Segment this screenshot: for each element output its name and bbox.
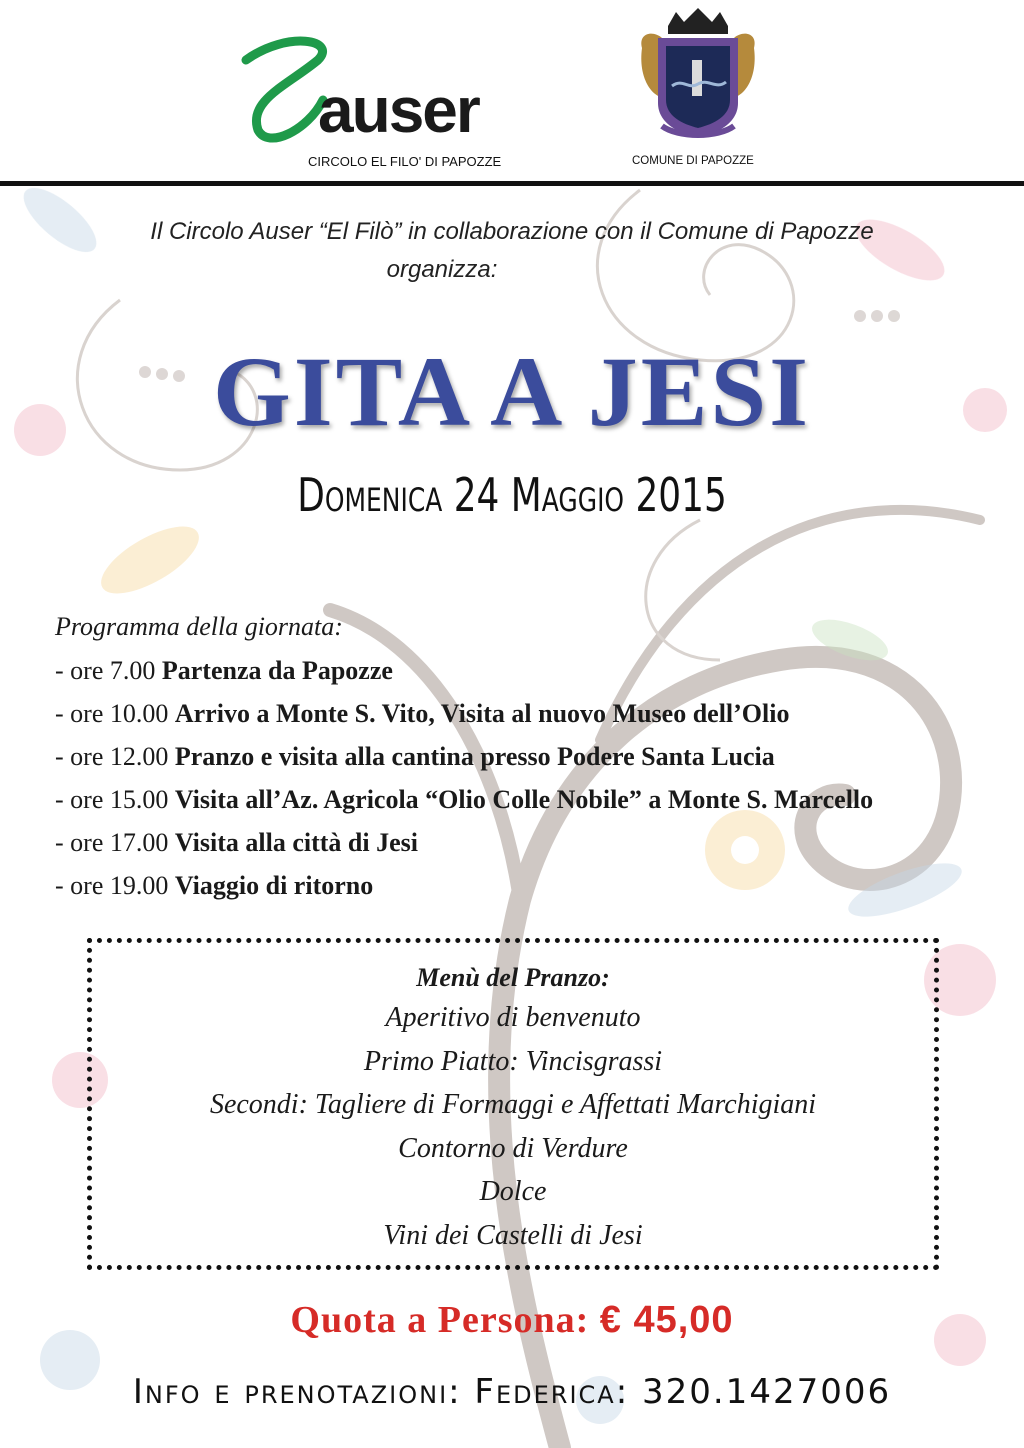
menu-item: Primo Piatto: Vincisgrassi (363, 1045, 663, 1077)
program-activity: Arrivo a Monte S. Vito, Visita al nuovo Museo dell’Olio (174, 699, 790, 728)
program-item (55, 864, 873, 907)
program-activity: Viaggio di ritorno (174, 871, 374, 900)
program-time: - ore 19.00 (55, 871, 169, 900)
program-activity: Partenza da Papozze (161, 656, 393, 685)
menu-item: Dolce (479, 1176, 547, 1207)
program-title: Programma della giornata: (55, 612, 343, 641)
menu-title: Menù del Pranzo: (416, 963, 610, 992)
program-time: - ore 10.00 (55, 699, 169, 728)
menu-item: Vini dei Castelli di Jesi (383, 1219, 643, 1251)
program-activity: Visita alla città di Jesi (174, 828, 418, 857)
auser-caption: CIRCOLO EL FILO' DI PAPOZZE (308, 154, 502, 169)
info-contact: Info e prenotazioni: Federica: 320.1427006 (132, 1372, 892, 1412)
program-item (55, 735, 873, 778)
program-section (55, 612, 873, 907)
program-time: - ore 17.00 (55, 828, 169, 857)
program-item (55, 821, 873, 864)
program-time: - ore 7.00 (55, 656, 156, 685)
event-date: Domenica 24 Maggio 2015 (297, 468, 727, 522)
intro-organizza: organizza: (386, 256, 498, 283)
intro-text: Il Circolo Auser “El Filò” in collaborazione con il Comune di Papozze (150, 218, 874, 245)
program-item (55, 649, 873, 692)
price-amount: € 45,00 (599, 1299, 734, 1341)
program-item (55, 692, 873, 735)
price-label: Quota a Persona: (290, 1299, 590, 1341)
auser-logo-text: auser (318, 74, 479, 146)
program-activity: Pranzo e visita alla cantina presso Podere Santa Lucia (174, 742, 775, 771)
comune-caption: COMUNE DI PAPOZZE (632, 155, 754, 167)
price-line (0, 1298, 1024, 1342)
program-time: - ore 15.00 (55, 785, 169, 814)
header-divider (0, 181, 1024, 186)
menu-item: Secondi: Tagliere di Formaggi e Affettati Marchigiani (209, 1089, 817, 1120)
program-item (55, 778, 873, 821)
comune-crest-icon (628, 8, 768, 148)
menu-section (87, 960, 939, 1257)
menu-item: Contorno di Verdure (398, 1132, 628, 1164)
program-time: - ore 12.00 (55, 742, 169, 771)
event-title: GITA A JESI (212, 336, 812, 447)
program-activity: Visita all’Az. Agricola “Olio Colle Nobile” a Monte S. Marcello (174, 785, 874, 814)
menu-item: Aperitivo di benvenuto (385, 1002, 641, 1033)
